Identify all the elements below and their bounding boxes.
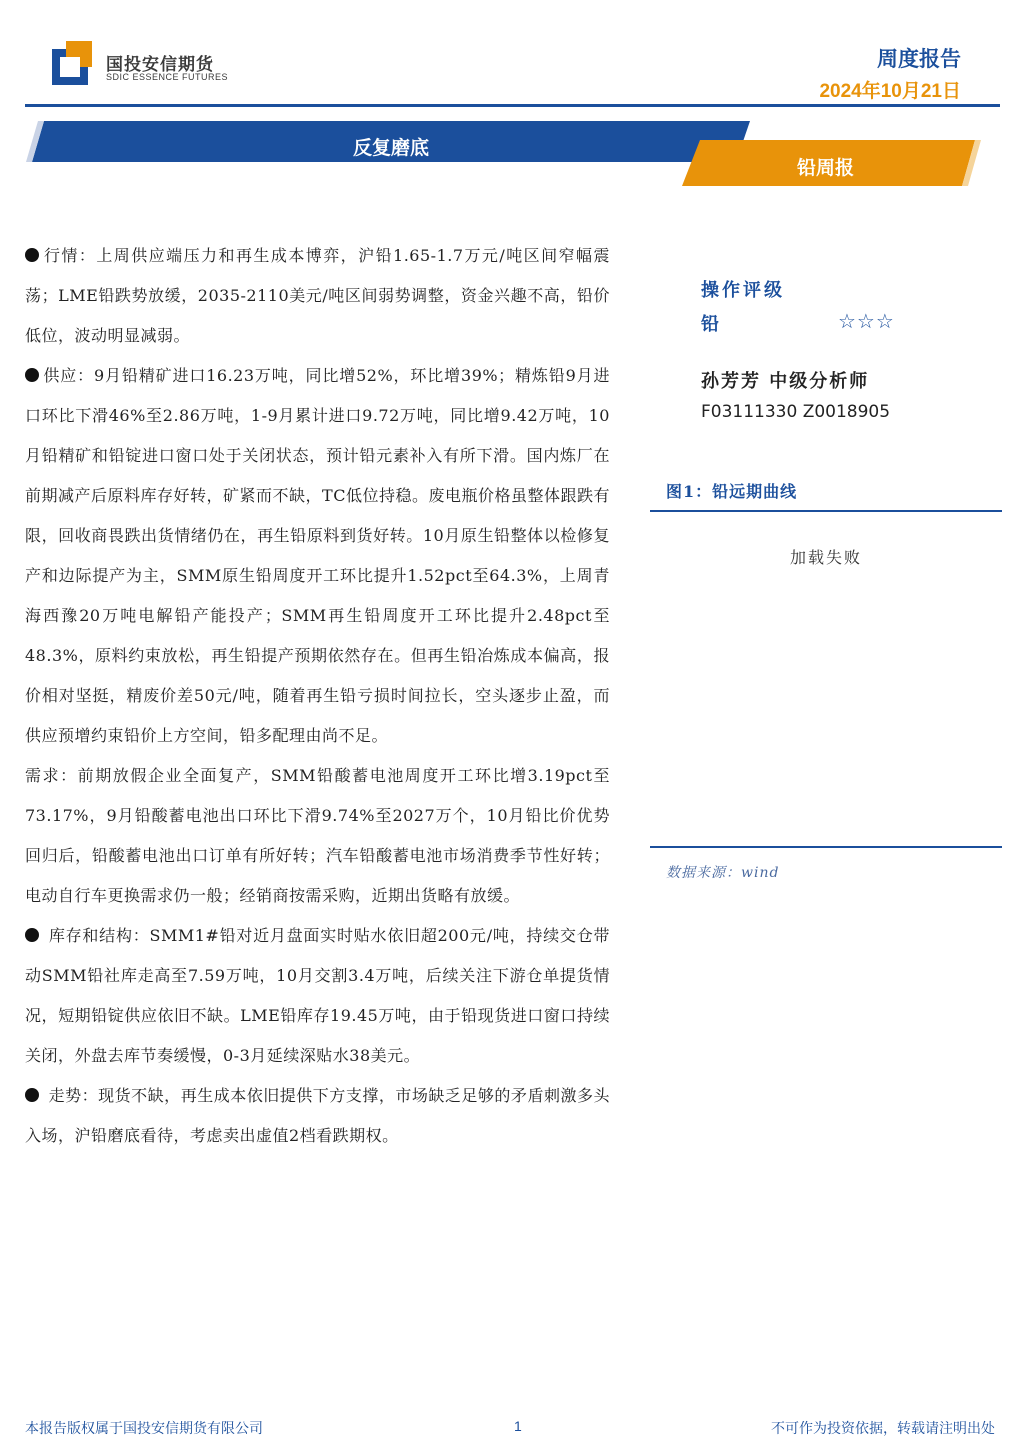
paragraph-text: 库存和结构：SMM1#铅对近月盘面实时贴水依旧超200元/吨，持续交仓带动SMM铅社库走高至7.59万吨，10月交割3.4万吨，后续关注下游仓单提货情况，短期铅锭供应依旧不缺。LME铅库存19.45万吨，由于铅现货进口窗口持续关闭，外盘去库节奏缓慢，0-3月延续深贴水38美元。 <box>25 926 610 1065</box>
paragraph-text: 走势：现货不缺，再生成本依旧提供下方支撑，市场缺乏足够的矛盾刺激多头入场，沪铅磨底看待，考虑卖出虚值2档看跌期权。 <box>25 1086 610 1145</box>
figure-top-rule <box>650 510 1002 512</box>
paragraph-supply <box>25 356 610 756</box>
paragraph-text: 行情：上周供应端压力和再生成本博弈，沪铅1.65-1.7万元/吨区间窄幅震荡；LME铅跌势放缓，2035-2110美元/吨区间弱势调整，资金兴趣不高，铅价低位，波动明显减弱。 <box>25 246 610 345</box>
paragraph-text: 需求：前期放假企业全面复产，SMM铅酸蓄电池周度开工环比增3.19pct至73.17%，9月铅酸蓄电池出口环比下滑9.74%至2027万个，10月铅比价优势回归后，铅酸蓄电池出口订单有所好转；汽车铅酸蓄电池市场消费季节性好转；电动自行车更换需求仍一般；经销商按需采购，近期出货略有放缓。 <box>25 766 610 905</box>
bullet-icon <box>25 1088 39 1102</box>
paragraph-inventory <box>25 916 610 1076</box>
bullet-icon <box>25 928 39 942</box>
report-date: 2024年10月21日 <box>819 81 961 102</box>
report-category-tag: 铅周报 <box>797 158 855 179</box>
logo-english-name: SDIC ESSENCE FUTURES <box>106 72 229 82</box>
rating-title: 操作评级 <box>701 280 785 301</box>
page-number: 1 <box>514 1418 522 1434</box>
figure-source: 数据来源：wind <box>666 865 780 881</box>
analyst-license-ids: F03111330 Z0018905 <box>701 402 891 422</box>
figure-title: 图1：铅远期曲线 <box>666 482 798 501</box>
bullet-icon <box>25 248 39 262</box>
paragraph-text: 供应：9月铅精矿进口16.23万吨，同比增52%，环比增39%；精炼铅9月进口环比下滑46%至2.86万吨，1-9月累计进口9.72万吨，同比增9.42万吨，10月铅精矿和铅锭进口窗口处于关闭状态，预计铅元素补入有所下滑。国内炼厂在前期减产后原料库存好转，矿紧而不缺，TC低位持稳。废电瓶价格虽整体跟跌有限，回收商畏跌出货情绪仍在，再生铅原料到货好转。10月原生铅整体以检修复产和边际提产为主，SMM原生铅周度开工环比提升1.52pct至64.3%，上周青海西豫20万吨电解铅产能投产；SMM再生铅周度开工环比提升2.48pct至48.3%，原料约束放松，再生铅提产预期依然存在。但再生铅冶炼成本偏高，报价相对坚挺，精废价差50元/吨，随着再生铅亏损时间拉长，空头逐步止盈，而供应预增约束铅价上方空间，铅多配理由尚不足。 <box>25 366 610 745</box>
figure-load-failed: 加载失败 <box>789 548 862 567</box>
footer-copyright: 本报告版权属于国投安信期货有限公司 <box>25 1420 263 1436</box>
logo-mark-icon <box>52 41 98 87</box>
title-banner <box>0 118 1025 190</box>
header-divider <box>25 104 1000 107</box>
report-title: 反复磨底 <box>353 138 430 159</box>
footer-disclaimer: 不可作为投资依据，转载请注明出处 <box>771 1420 995 1436</box>
rating-stars: ☆☆☆ <box>838 309 895 333</box>
company-logo <box>52 41 242 89</box>
paragraph-trend <box>25 1076 610 1156</box>
rating-item: 铅 <box>701 314 719 335</box>
logo-chinese-name: 国投安信期货 <box>106 55 214 74</box>
main-content <box>25 236 610 1156</box>
analyst-name: 孙芳芳 中级分析师 <box>701 371 870 392</box>
report-type: 周度报告 <box>877 48 961 71</box>
paragraph-demand <box>25 756 610 916</box>
paragraph-market <box>25 236 610 356</box>
figure-bottom-rule <box>650 846 1002 848</box>
bullet-icon <box>25 368 39 382</box>
